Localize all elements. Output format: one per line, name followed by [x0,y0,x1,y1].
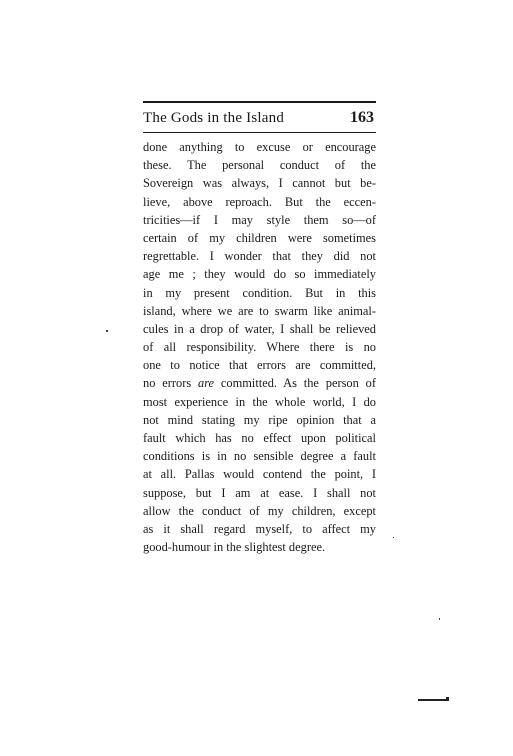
text-line: allow the conduct of my children, except [143,503,376,518]
text-line: regrettable. I wonder that they did not [143,249,376,264]
text-line: island, where we are to swarm like animal- [143,303,376,318]
text-line: lieve, above reproach. But the eccen- [143,194,376,209]
text-segment: no errors [143,376,192,391]
text-line: fault which has no effect upon political [143,431,376,445]
text-line-with-italic [143,374,376,392]
text-line: done anything to excuse or encourage [143,140,376,154]
text-segment: committed. As the person of [220,376,376,391]
text-line: in my present condition. But in this [143,285,376,300]
running-header [143,108,376,133]
text-line: cules in a drop of water, I shall be relieved [143,321,376,336]
text-line: one to notice that errors are committed, [143,358,376,373]
scan-speck [106,330,108,332]
page-number: 163 [350,109,374,126]
text-line: good-humour in the slightest degree. [143,540,326,555]
text-line: most experience in the whole world, I do [143,394,376,409]
text-line: of all responsibility. Where there is no [143,340,376,355]
text-line: Sovereign was always, I cannot but be- [143,176,376,191]
bottom-corner-mark [418,699,449,701]
header-top-rule [143,101,376,103]
text-line: not mind stating my ripe opinion that a [143,412,376,427]
running-title: The Gods in the Island [143,110,285,126]
italic-word: are [198,376,215,391]
scan-speck [439,618,440,620]
text-line: conditions is in no sensible degree a fault [143,449,376,464]
text-line: suppose, but I am at ease. I shall not [143,485,376,500]
scan-speck [393,537,394,538]
text-line: as it shall regard myself, to affect my [143,521,376,536]
text-line: age me ; they would do so immediately [143,267,376,282]
text-line: certain of my children were sometimes [143,230,376,245]
text-line: tricities—if I may style them so—of [143,212,376,227]
text-line: at all. Pallas would contend the point, I [143,467,376,482]
text-line: these. The personal conduct of the [143,158,376,173]
page-body-text [143,138,376,556]
